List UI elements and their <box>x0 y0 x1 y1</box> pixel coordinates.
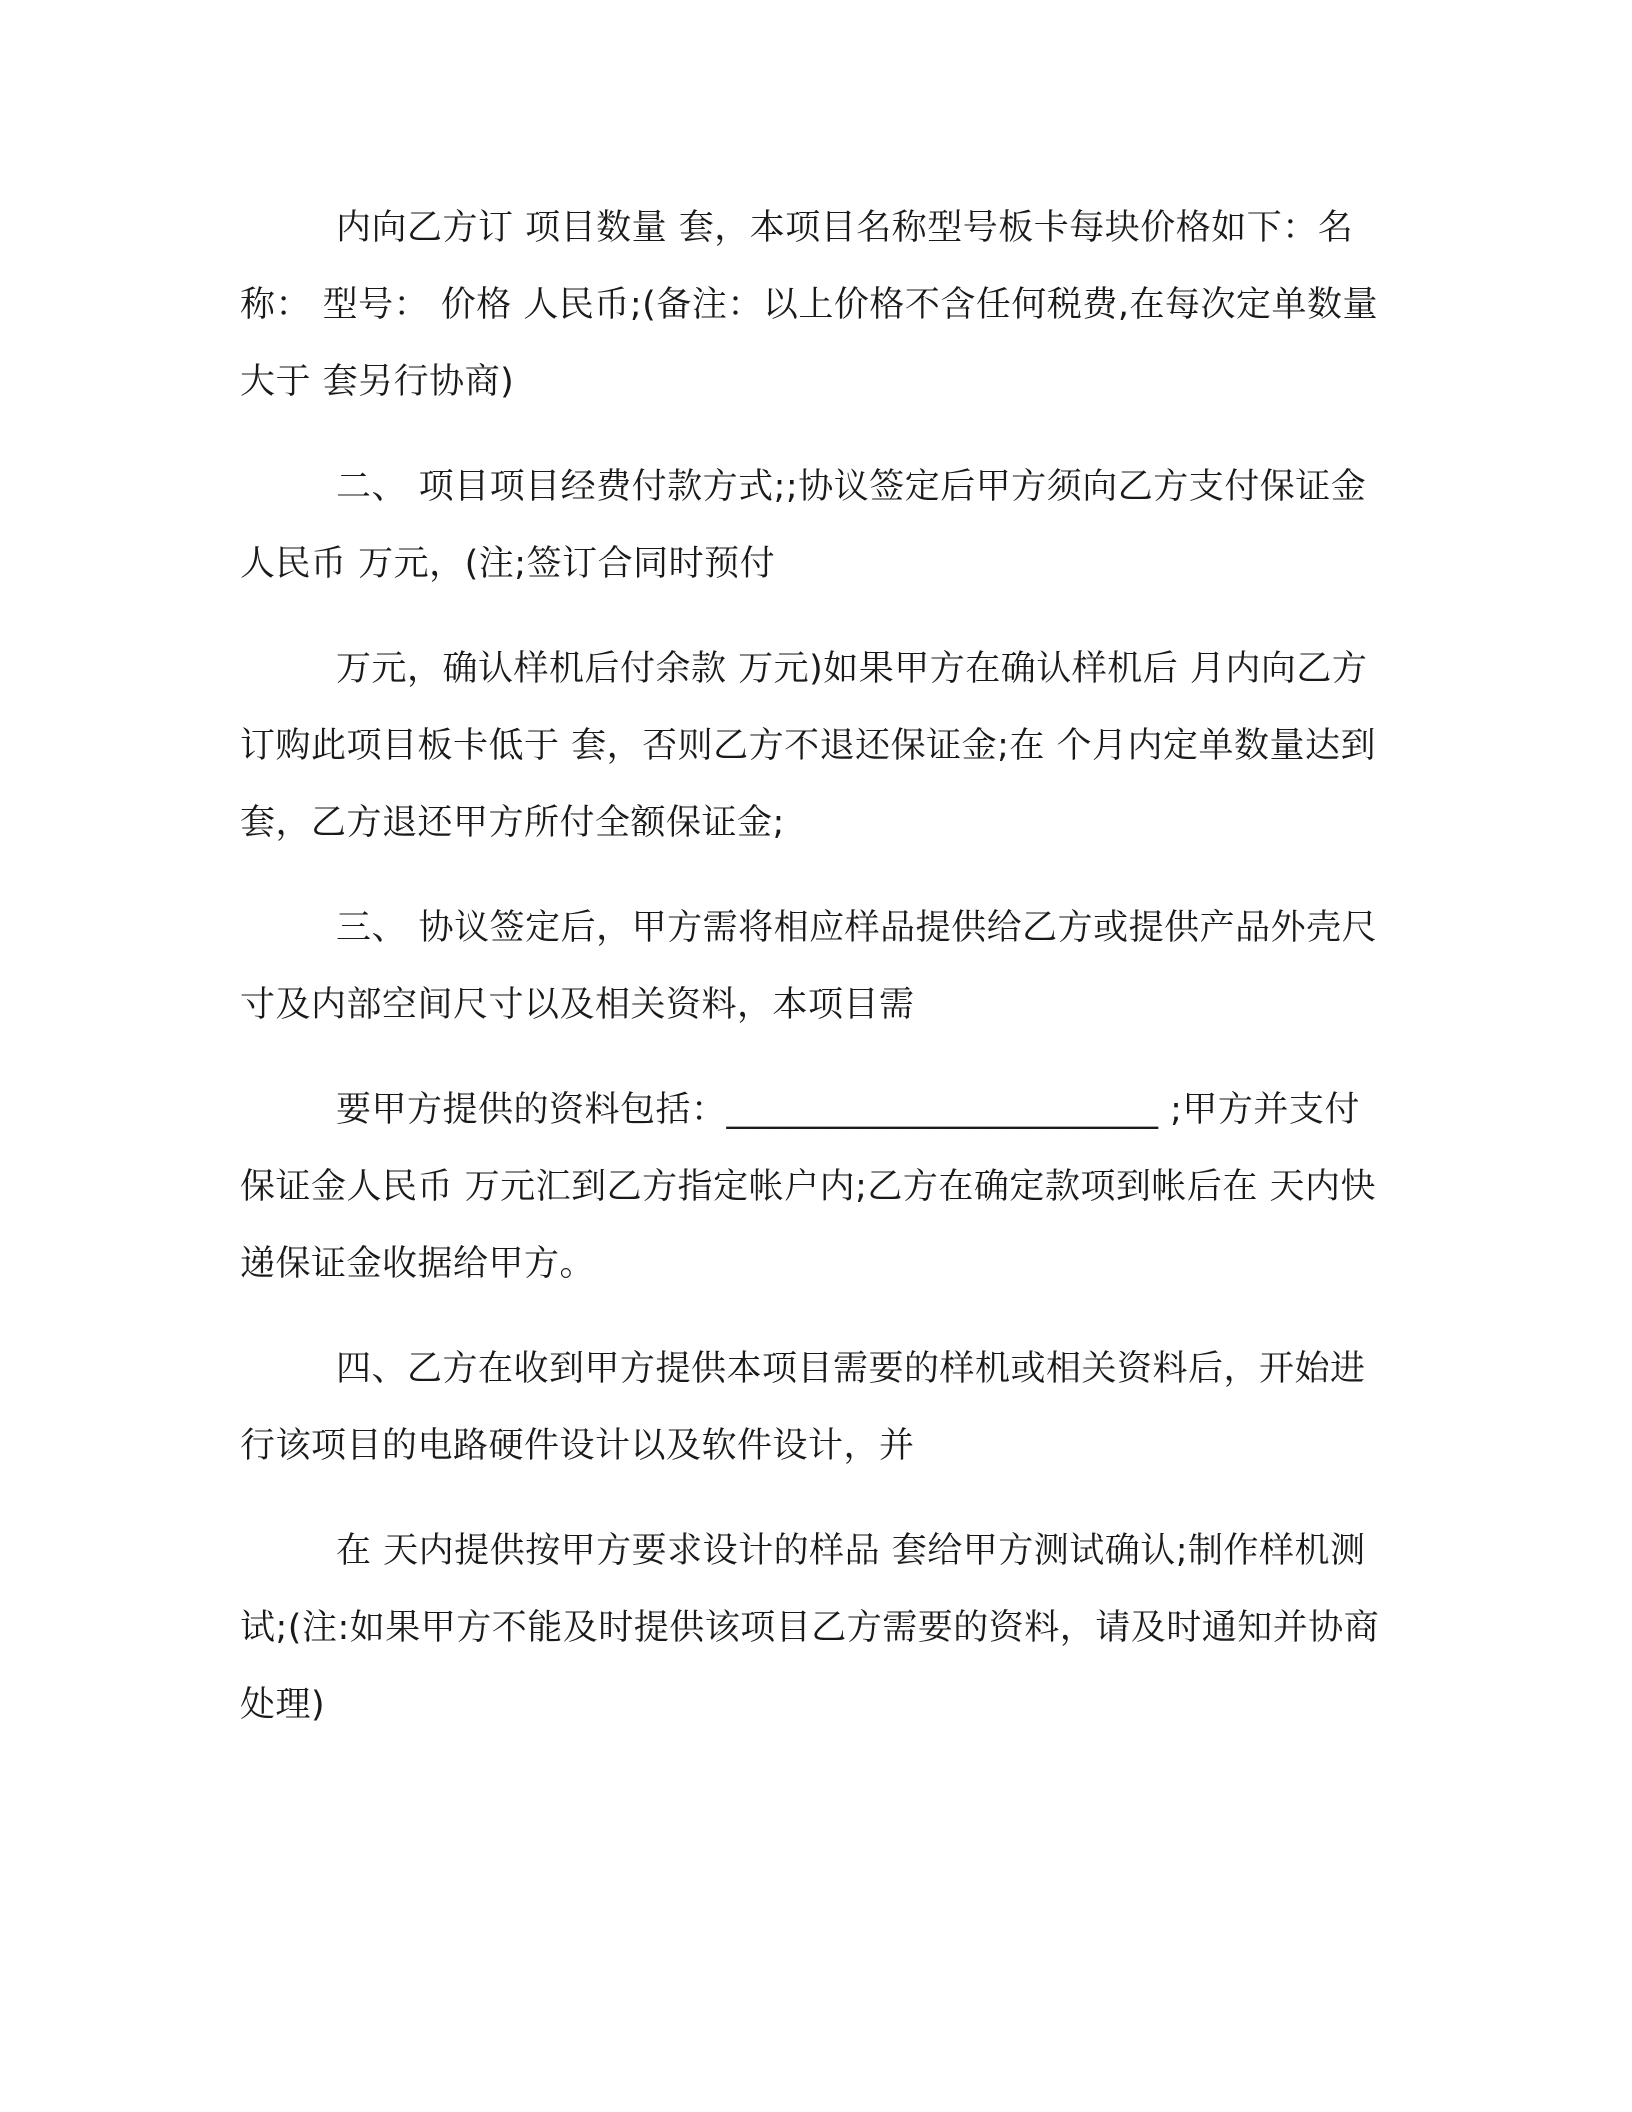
paragraph-section-3-materials: 三、 协议签定后，甲方需将相应样品提供给乙方或提供产品外壳尺寸及内部空间尺寸以及相关资料，本项目需 <box>240 908 1378 1025</box>
paragraph-section-4-design: 四、乙方在收到甲方提供本项目需要的样机或相关资料后，开始进行该项目的电路硬件设计以及软件设计，并 <box>240 1349 1366 1466</box>
paragraph-sample-testing: 在 天内提供按甲方要求设计的样品 套给甲方测试确认;制作样机测试;(注:如果甲方不能及时提供该项目乙方需要的资料，请及时通知并协商处理) <box>240 1531 1380 1725</box>
paragraph-deposit-terms: 万元，确认样机后付余款 万元)如果甲方在确认样机后 月内向乙方订购此项目板卡低于 套，否则乙方不退还保证金;在 个月内定单数量达到 套，乙方退还甲方所付全额保证金; <box>240 649 1377 843</box>
paragraph-section-2-payment: 二、 项目项目经费付款方式;;协议签定后甲方须向乙方支付保证金人民币 万元，(注;签订合同时预付 <box>240 467 1367 584</box>
paragraph-materials-list: 要甲方提供的资料包括：________________________ ;甲方并支付保证金人民币 万元汇到乙方指定帐户内;乙方在确定款项到帐后在 天内快递保证金收据给甲方。 <box>240 1090 1377 1284</box>
paragraph-price-list: 内向乙方订 项目数量 套，本项目名称型号板卡每块价格如下：名称： 型号： 价格 人民币;(备注：以上价格不含任何税费,在每次定单数量大于 套另行协商) <box>240 208 1378 402</box>
document-body <box>240 190 1390 1744</box>
